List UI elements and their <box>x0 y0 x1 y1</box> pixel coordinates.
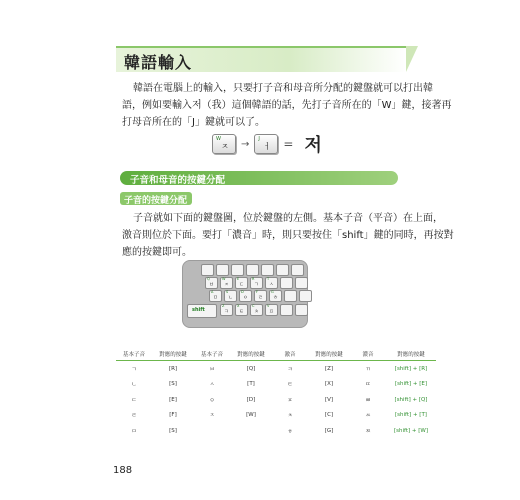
table-cell: [shift] + [R] <box>394 365 428 372</box>
blank-key <box>291 264 304 276</box>
table-header: 對應的按鍵 <box>152 347 194 361</box>
keyboard-key <box>224 290 237 302</box>
blank-key <box>280 277 293 289</box>
table-row <box>116 423 436 439</box>
intro-line-2: 語，例如要輸入저（我）這個韓語的話，先打子音所在的「W」鍵，接著再 <box>122 100 452 111</box>
table-cell: ㅍ <box>287 397 293 404</box>
table-cell: [F] <box>169 412 177 419</box>
result-syllable: 저 <box>304 135 322 156</box>
keyboard-key <box>209 290 222 302</box>
table-cell: ㅌ <box>287 382 293 389</box>
key-j-icon <box>254 134 278 154</box>
equals-sign: = <box>283 137 294 151</box>
table-row <box>116 361 436 377</box>
blank-key <box>299 290 312 302</box>
key-korean: ㅅ <box>269 282 274 288</box>
table-cell: [shift] + [Q] <box>394 396 428 403</box>
section-heading-bar <box>120 171 398 185</box>
body-line-2: 激音則位於下面。要打「濃音」時，則只要按住「shift」鍵的同時，再按對 <box>122 230 454 241</box>
key-korean: ㅂ <box>209 282 214 288</box>
table-header-row <box>116 347 436 361</box>
keyboard-key <box>220 277 233 289</box>
table-cell: ㄱ <box>131 366 137 373</box>
table-cell: [Z] <box>324 365 334 372</box>
key-korean: ㄹ <box>258 295 263 301</box>
table-cell: [S] <box>169 427 177 434</box>
table-cell: [Q] <box>246 365 256 372</box>
key-korean: ㅋ <box>224 309 229 315</box>
table-cell: ㅉ <box>365 428 371 435</box>
table-cell: [G] <box>324 427 334 434</box>
keyboard-row-2 <box>209 290 314 302</box>
key-korean: ㅈ <box>224 282 229 288</box>
consonant-key-table <box>116 347 436 439</box>
table-cell: ㅎ <box>287 428 293 435</box>
table-header: 對應的按鍵 <box>308 347 350 361</box>
blank-key <box>280 304 293 316</box>
body-line-1: 子音就如下面的鍵盤圖，位於鍵盤的左側。基本子音（平音）在上面， <box>133 213 443 224</box>
keyboard-key <box>235 277 248 289</box>
keyboard-diagram <box>182 260 308 328</box>
key-korean: ㄷ <box>239 282 244 288</box>
keyboard-key <box>269 290 282 302</box>
key-latin: S <box>226 290 229 294</box>
table-cell <box>194 423 230 439</box>
key-korean: ㅈ <box>221 142 229 151</box>
keyboard-key <box>235 304 248 316</box>
table-cell: ㄹ <box>131 413 137 420</box>
key-korean: ㅓ <box>263 142 272 151</box>
blank-key <box>231 264 244 276</box>
key-latin: A <box>211 290 214 294</box>
keyboard-key <box>239 290 252 302</box>
key-latin: D <box>241 290 244 294</box>
table-cell: ㄲ <box>365 366 371 373</box>
keyboard-key <box>265 277 278 289</box>
table-header: 基本子音 <box>116 347 152 361</box>
key-korean: ㄴ <box>228 295 233 301</box>
table-cell: [shift] + [T] <box>395 412 427 419</box>
table-header: 對應的按鍵 <box>230 347 272 361</box>
table-header: 對應的按鍵 <box>386 347 436 361</box>
keyboard-key <box>205 277 218 289</box>
table-cell: [S] <box>169 381 177 388</box>
blank-key <box>216 264 229 276</box>
table-cell: [T] <box>247 381 255 388</box>
keyboard-key <box>250 277 263 289</box>
table-cell: [shift] + [W] <box>393 427 428 434</box>
blank-key <box>261 264 274 276</box>
key-korean: ㅊ <box>254 309 259 315</box>
key-korean: ㅍ <box>269 309 274 315</box>
table-cell: ㅆ <box>365 413 371 420</box>
blank-key <box>276 264 289 276</box>
table-cell: [E] <box>169 396 177 403</box>
key-korean: ㅇ <box>243 295 248 301</box>
key-korean: ㅌ <box>239 309 244 315</box>
key-latin: F <box>256 290 259 294</box>
intro-line-3: 打母音所在的「J」鍵就可以了。 <box>122 117 265 128</box>
table-header: 激音 <box>272 347 308 361</box>
table-cell: ㅁ <box>131 428 137 435</box>
table-cell: ㅃ <box>365 397 371 404</box>
table-cell: ㄸ <box>365 382 371 389</box>
key-latin: E <box>237 277 240 281</box>
table-cell: ㄷ <box>131 397 137 404</box>
table-cell: ㅇ <box>209 397 215 404</box>
table-cell: [C] <box>324 412 334 419</box>
key-latin: W <box>222 277 226 281</box>
key-latin: W <box>216 136 221 142</box>
key-korean: ㄱ <box>254 282 259 288</box>
intro-line-1: 韓語在電腦上的輸入，只要打子音和母音所分配的鍵盤就可以打出韓 <box>133 83 433 94</box>
blank-key <box>284 290 297 302</box>
table-header: 基本子音 <box>194 347 230 361</box>
table-cell: [W] <box>246 412 256 419</box>
shift-key <box>187 304 217 318</box>
key-latin: Q <box>207 277 210 281</box>
key-latin: J <box>258 136 260 142</box>
keyboard-key <box>220 304 233 316</box>
shift-label: shift <box>192 307 205 313</box>
keyboard-key <box>250 304 263 316</box>
table-cell: [D] <box>246 396 256 403</box>
key-latin: R <box>252 277 255 281</box>
key-latin: G <box>271 290 274 294</box>
input-example <box>212 131 322 157</box>
keyboard-key <box>254 290 267 302</box>
keyboard-row-3 <box>187 304 310 318</box>
key-w-icon <box>212 134 236 154</box>
table-cell: ㄴ <box>131 382 137 389</box>
blank-key <box>201 264 214 276</box>
key-latin: V <box>267 304 270 308</box>
body-line-3: 應的按鍵即可。 <box>122 247 192 258</box>
chapter-title-bar <box>116 46 406 72</box>
page-number: 188 <box>113 465 133 476</box>
table-cell: ㅈ <box>209 413 215 420</box>
table-row <box>116 392 436 408</box>
keyboard-key <box>265 304 278 316</box>
blank-key <box>295 304 308 316</box>
table-cell: [X] <box>324 381 334 388</box>
table-cell: [shift] + [E] <box>394 381 428 388</box>
table-cell: ㅊ <box>287 413 293 420</box>
table-header: 濃音 <box>350 347 386 361</box>
key-latin: X <box>237 304 240 308</box>
table-cell: [R] <box>168 365 178 372</box>
table-cell: ㅅ <box>209 382 215 389</box>
blank-key <box>246 264 259 276</box>
blank-key <box>295 277 308 289</box>
arrow-icon: → <box>241 138 250 150</box>
key-latin: Z <box>222 304 225 308</box>
section-heading: 子音和母音的按鍵分配 <box>130 175 226 186</box>
key-latin: C <box>252 304 255 308</box>
table-cell: ㅂ <box>209 366 215 373</box>
table-cell <box>230 423 272 439</box>
table-row <box>116 377 436 393</box>
chapter-title: 韓語輸入 <box>124 53 193 72</box>
table-cell: [V] <box>324 396 334 403</box>
subsection-heading-bar <box>120 192 192 205</box>
key-korean: ㅎ <box>273 295 278 301</box>
keyboard-top-row <box>201 264 306 276</box>
table-row <box>116 408 436 424</box>
subsection-heading: 子音的按鍵分配 <box>124 196 188 206</box>
key-latin: T <box>267 277 270 281</box>
table-cell: ㅋ <box>287 366 293 373</box>
keyboard-row-1 <box>205 277 310 289</box>
key-korean: ㅁ <box>213 295 218 301</box>
